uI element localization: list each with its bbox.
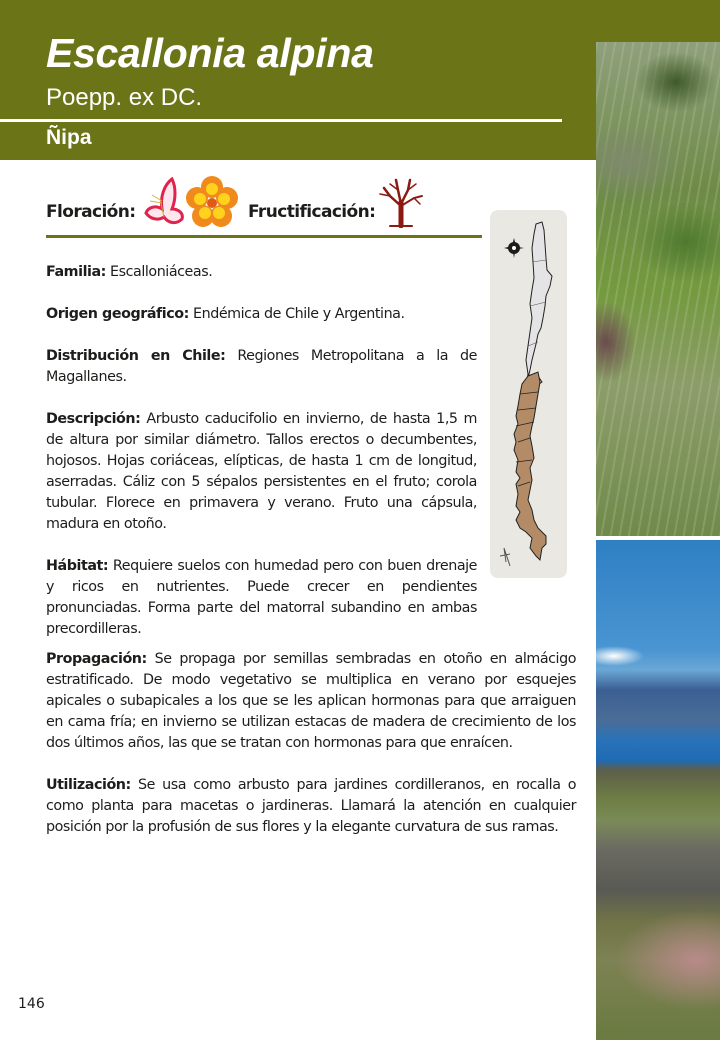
common-name: Ñipa xyxy=(46,126,92,149)
butterfly-icon xyxy=(142,175,188,229)
phenology-divider xyxy=(46,235,482,238)
section-origen: Origen geográfico: Endémica de Chile y Argentina. xyxy=(46,306,405,322)
volcano-lake-landscape-photo xyxy=(596,540,720,1040)
section-descripcion: Descripción: Arbusto caducifolio en invierno, de hasta 1,5 m de altura por similar diámetro. Tallos erectos o decumbentes, hojosos. Hojas coriáceas, elípticas, de hasta 1 cm de longitud, aserradas. Cáliz con 5 sépalos persistentes en el fruto; corola tubular. Florece en primavera y verano. Fruto una cápsula, madura en otoño. xyxy=(46,411,477,532)
antarctic-inset-icon xyxy=(500,548,510,566)
section-propagacion: Propagación: Se propaga por semillas sembradas en otoño en almácigo estratificado. De modo vegetativo se multiplica en verano por esquejes apicales o subapicales a los que se les aplican hormonas para que arraiguen en cama fría; en invierno se utilizan estacas de madera de crecimiento de los dos últimos años, las que se tratan con hormonas para que enraícen. xyxy=(46,651,576,751)
section-utilizacion: Utilización: Se usa como arbusto para jardines cordilleranos, en rocalla o como planta para macetas o jardineras. Llamará la atención en cualquier posición por la profusión de sus flores y la elegante curvatura de sus ramas. xyxy=(46,777,576,835)
fruiting-label: Fructificación: xyxy=(248,202,376,222)
header-divider xyxy=(0,119,562,122)
flower-icon xyxy=(186,176,238,228)
section-habitat: Hábitat: Requiere suelos con humedad pero con buen drenaje y ricos en nutrientes. Puede crecer en pendientes pronunciadas. Forma parte del matorral subandino en ambas precordilleras. xyxy=(46,558,477,637)
bare-tree-icon xyxy=(376,176,426,228)
compass-rose-icon xyxy=(504,238,524,258)
page-number: 146 xyxy=(18,996,45,1012)
flowering-label: Floración: xyxy=(46,202,136,222)
species-description xyxy=(46,262,477,661)
shrubland-hillside-photo xyxy=(596,42,720,536)
distribution-map xyxy=(490,210,567,578)
section-familia: Familia: Escalloniáceas. xyxy=(46,264,213,280)
species-description-continued xyxy=(46,649,576,859)
author-citation: Poepp. ex DC. xyxy=(46,84,203,111)
scientific-name: Escallonia alpina xyxy=(46,30,374,76)
phenology-row xyxy=(46,190,482,240)
species-header xyxy=(0,0,596,160)
section-distribucion: Distribución en Chile: Regiones Metropolitana a la de Magallanes. xyxy=(46,348,477,385)
